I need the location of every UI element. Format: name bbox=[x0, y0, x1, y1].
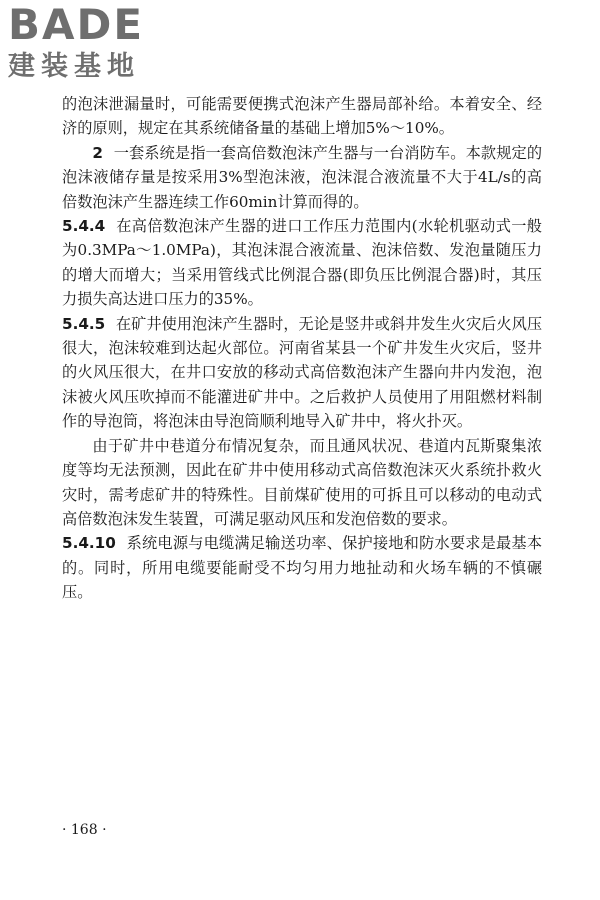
paragraph-text: 在高倍数泡沫产生器的进口工作压力范围内(水轮机驱动式一般为0.3MPa～1.0MPa)，其泡沫混合液流量、泡沫倍数、发泡量随压力的增大而增大；当采用管线式比例混合器(即负压比例混合器)时，其压力损失高达进口压力的35%。 bbox=[62, 217, 542, 309]
bade-logo bbox=[8, 0, 178, 86]
paragraph-continued bbox=[62, 92, 542, 141]
section-number: 5.4.10 bbox=[62, 534, 116, 553]
paragraph-text: 在矿井使用泡沫产生器时，无论是竖井或斜井发生火灾后火风压很大，泡沫较难到达起火部位。河南省某县一个矿井发生火灾后，竖井的火风压很大，在井口安放的移动式高倍数泡沫产生器向井内发泡，泡沫被火风压吹掉而不能灌进矿井中。之后救护人员使用了用阻燃材料制作的导泡筒，将泡沫由导泡筒顺利地导入矿井中，将火扑灭。 bbox=[62, 314, 542, 431]
paragraph-text: 的泡沫泄漏量时，可能需要便携式泡沫产生器局部补给。本着安全、经济的原则，规定在其系统储备量的基础上增加5%～10%。 bbox=[62, 95, 542, 138]
paragraph-text: 一套系统是指一套高倍数泡沫产生器与一台消防车。本款规定的泡沫液储存量是按采用3%型泡沫液，泡沫混合液流量不大于4L/s的高倍数泡沫产生器连续工作60min计算而得的。 bbox=[62, 143, 542, 211]
paragraph-text: 系统电源与电缆满足输送功率、保护接地和防水要求是最基本的。同时，所用电缆要能耐受不均匀用力地扯动和火场车辆的不慎碾压。 bbox=[62, 534, 542, 602]
page-body bbox=[62, 92, 542, 605]
item-number: 2 bbox=[92, 143, 103, 162]
section-number: 5.4.5 bbox=[62, 314, 106, 333]
section-number: 5.4.4 bbox=[62, 217, 106, 236]
paragraph-section-5-4-4 bbox=[62, 214, 542, 312]
paragraph-section-5-4-10 bbox=[62, 531, 542, 604]
page-number: · 168 · bbox=[62, 822, 107, 838]
paragraph-mine-conditions bbox=[62, 434, 542, 532]
paragraph-section-5-4-5 bbox=[62, 312, 542, 434]
logo-chinese-name: 建装基地 bbox=[8, 51, 140, 82]
logo-wordmark: BADE bbox=[8, 0, 145, 49]
paragraph-text: 由于矿井中巷道分布情况复杂，而且通风状况、巷道内瓦斯聚集浓度等均无法预测，因此在矿井中使用移动式高倍数泡沫灭火系统扑救火灾时，需考虑矿井的特殊性。目前煤矿使用的可拆且可以移动的电动式高倍数泡沫发生装置，可满足驱动风压和发泡倍数的要求。 bbox=[62, 436, 542, 528]
paragraph-item-2 bbox=[62, 141, 542, 214]
